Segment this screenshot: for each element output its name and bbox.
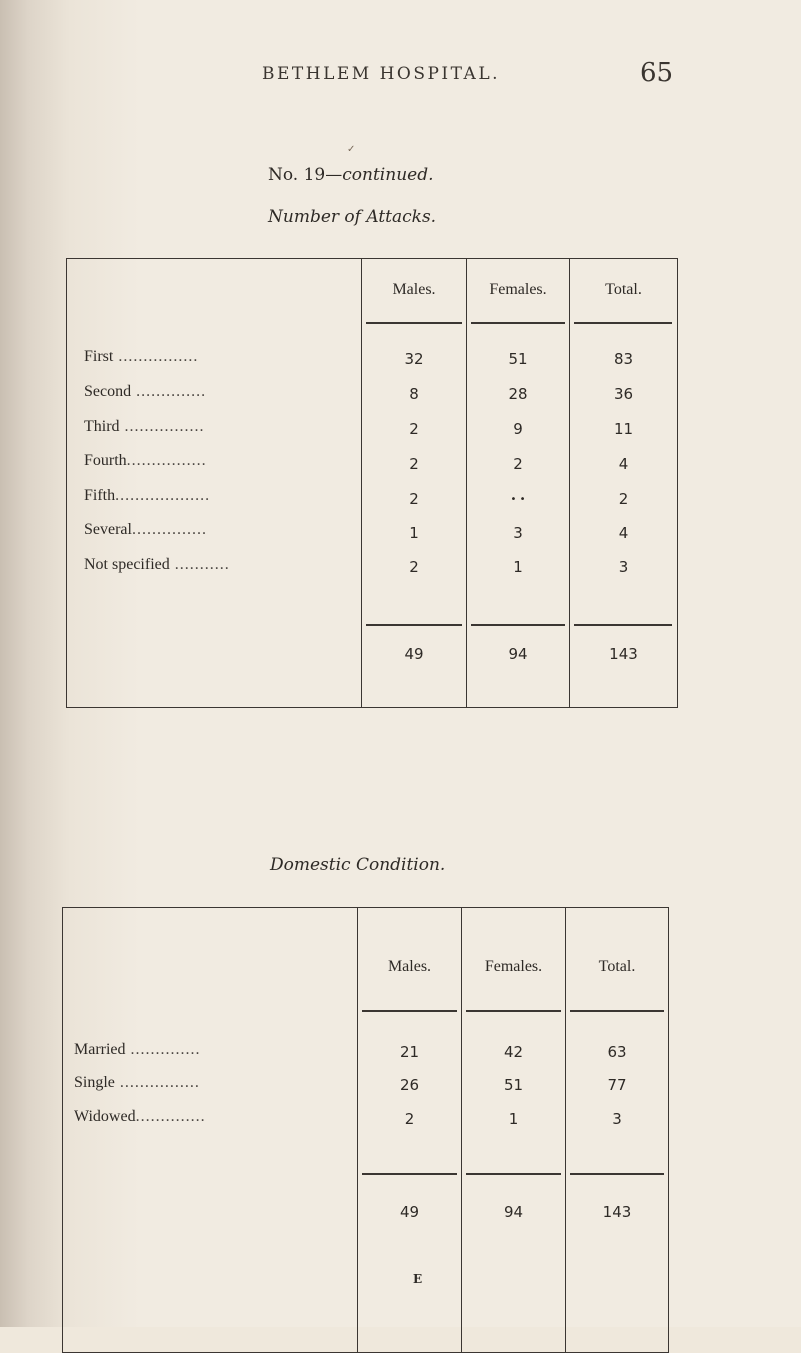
attacks-total-underline-males — [366, 624, 462, 626]
domestic-cell-total: 63 — [607, 1043, 627, 1061]
attacks-cell-total: 83 — [613, 350, 634, 368]
page-number: 65 — [640, 58, 674, 88]
attacks-top-rule — [66, 258, 678, 259]
attacks-cell-males: 32 — [404, 350, 424, 368]
domestic-top-rule — [62, 907, 669, 908]
signature-mark: E — [413, 1272, 423, 1286]
attacks-col-total: Total. — [605, 281, 642, 298]
attacks-cell-females: 2 — [513, 455, 523, 473]
domestic-total-males: 49 — [399, 1203, 420, 1221]
domestic-cell-females: 1 — [508, 1110, 519, 1128]
attacks-cell-females: 51 — [508, 350, 528, 368]
table-continuation-heading — [268, 165, 433, 185]
domestic-cell-males: 2 — [404, 1110, 415, 1128]
domestic-total-underline-males — [362, 1173, 457, 1175]
attacks-total-underline-total — [574, 624, 672, 626]
attacks-cell-total: 11 — [613, 420, 634, 438]
continued-italic: continued. — [342, 165, 434, 185]
attacks-cell-females: 9 — [513, 420, 523, 438]
domestic-row-label: Single ................ — [74, 1074, 200, 1091]
attacks-row-label: Not specified ........... — [84, 556, 230, 573]
attacks-total-males: 49 — [404, 645, 424, 663]
domestic-left-rule — [62, 907, 63, 1353]
domestic-total-underline-total — [570, 1173, 664, 1175]
domestic-title: Domestic Condition. — [270, 855, 446, 875]
attacks-cell-total: 4 — [618, 455, 629, 473]
domestic-total-total: 143 — [602, 1203, 632, 1221]
attacks-head-underline-total — [574, 322, 672, 324]
attacks-cell-females: 28 — [508, 385, 528, 403]
domestic-row-label: Widowed.............. — [74, 1108, 206, 1125]
attacks-right-rule — [677, 258, 678, 708]
attacks-total-underline-females — [471, 624, 565, 626]
attacks-cell-total: 4 — [618, 524, 629, 542]
domestic-right-rule — [668, 907, 669, 1353]
attacks-row-label: Fifth................... — [84, 487, 211, 504]
attacks-cell-females: 1 — [513, 558, 523, 576]
domestic-total-underline-females — [466, 1173, 561, 1175]
domestic-cell-males: 26 — [399, 1076, 420, 1094]
domestic-cell-total: 77 — [607, 1076, 627, 1094]
attacks-cell-total: 2 — [618, 490, 629, 508]
attacks-title: Number of Attacks. — [268, 207, 437, 227]
domestic-head-underline-total — [570, 1010, 664, 1012]
attacks-cell-males: 8 — [409, 385, 419, 403]
attacks-col-males: Males. — [392, 281, 436, 298]
attacks-cell-total: 3 — [618, 558, 629, 576]
attacks-row-label: Third ................ — [84, 418, 205, 435]
continued-prefix: No. 19— — [268, 165, 343, 185]
domestic-col-males: Males. — [387, 958, 432, 975]
attacks-col-females: Females. — [489, 281, 547, 298]
attacks-row-label: Second .............. — [84, 383, 207, 400]
attacks-cell-total: 36 — [613, 385, 634, 403]
attacks-total-females: 94 — [508, 645, 528, 663]
domestic-col-total: Total. — [598, 958, 636, 975]
page-header — [0, 58, 801, 92]
domestic-cell-females: 51 — [503, 1076, 524, 1094]
attacks-row-label: Fourth................ — [84, 452, 207, 469]
domestic-cell-males: 21 — [399, 1043, 420, 1061]
attacks-head-underline-males — [366, 322, 462, 324]
attacks-col-rule-1 — [361, 258, 362, 708]
attacks-cell-males: 2 — [409, 490, 419, 508]
attacks-total-total: 143 — [609, 645, 638, 663]
domestic-col-females: Females. — [484, 958, 543, 975]
domestic-head-underline-males — [362, 1010, 457, 1012]
domestic-total-females: 94 — [503, 1203, 524, 1221]
running-head: BETHLEM HOSPITAL. — [262, 64, 501, 84]
attacks-row-label: First ................ — [84, 348, 199, 365]
domestic-cell-females: 42 — [503, 1043, 524, 1061]
attacks-left-rule — [66, 258, 67, 708]
attacks-cell-females: • • — [510, 494, 526, 505]
attacks-row-label: Several............... — [84, 521, 207, 538]
ink-mark: ✓ — [347, 144, 356, 155]
attacks-cell-females: 3 — [513, 524, 523, 542]
attacks-head-underline-females — [471, 322, 565, 324]
attacks-bottom-rule — [66, 707, 678, 708]
attacks-cell-males: 2 — [409, 420, 419, 438]
attacks-cell-males: 1 — [409, 524, 419, 542]
attacks-col-rule-3 — [569, 258, 570, 708]
attacks-col-rule-2 — [466, 258, 467, 708]
domestic-row-label: Married .............. — [74, 1041, 201, 1058]
attacks-cell-males: 2 — [409, 558, 419, 576]
domestic-cell-total: 3 — [612, 1110, 622, 1128]
attacks-cell-males: 2 — [409, 455, 419, 473]
domestic-head-underline-females — [466, 1010, 561, 1012]
